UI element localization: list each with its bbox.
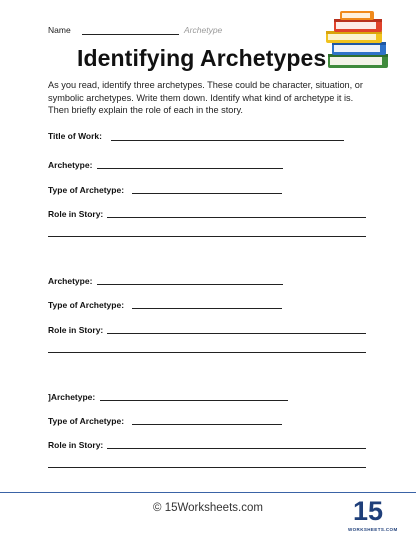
archetype-label: Archetype: [48,160,93,170]
logo-number: 15 [352,496,384,526]
archetype-line[interactable] [97,284,283,285]
archetype-line[interactable] [97,168,283,169]
page-title: Identifying Archetypes [77,45,327,71]
type-of-archetype-line[interactable] [132,308,282,309]
name-field-line[interactable] [82,34,179,35]
role-in-story-line-2[interactable] [48,352,366,353]
role-in-story-line-2[interactable] [48,467,366,468]
15worksheets-logo [348,496,398,537]
role-in-story-label: Role in Story: [48,209,104,219]
title-of-work-line[interactable] [111,140,344,141]
stack-of-books-icon [322,10,394,72]
archetype-line[interactable] [100,400,288,401]
type-of-archetype-line[interactable] [132,424,282,425]
footer-copyright: © 15Worksheets.com [153,502,263,514]
archetype-label: Archetype: [48,276,93,286]
type-of-archetype-label: Type of Archetype: [48,416,125,426]
role-in-story-line[interactable] [107,448,366,449]
role-in-story-line-2[interactable] [48,236,366,237]
role-in-story-line[interactable] [107,333,366,334]
title-of-work-label: Title of Work: [48,131,102,141]
type-of-archetype-label: Type of Archetype: [48,185,125,195]
name-label: Name [48,25,71,35]
role-in-story-label: Role in Story: [48,325,104,335]
footer-divider [0,492,416,493]
worksheet-topic: Archetype [184,25,223,35]
archetype-label: ]Archetype: [48,392,96,402]
role-in-story-label: Role in Story: [48,440,104,450]
logo-text: WORKSHEETS.COM [348,527,398,532]
type-of-archetype-line[interactable] [132,193,282,194]
type-of-archetype-label: Type of Archetype: [48,300,125,310]
instructions-text: As you read, identify three archetypes. These could be character, situation, or symbolic archetypes. Write them down. Identify what kind of archetype it is. Then briefly explain the role of each in the story. [48,80,363,115]
role-in-story-line[interactable] [107,217,366,218]
